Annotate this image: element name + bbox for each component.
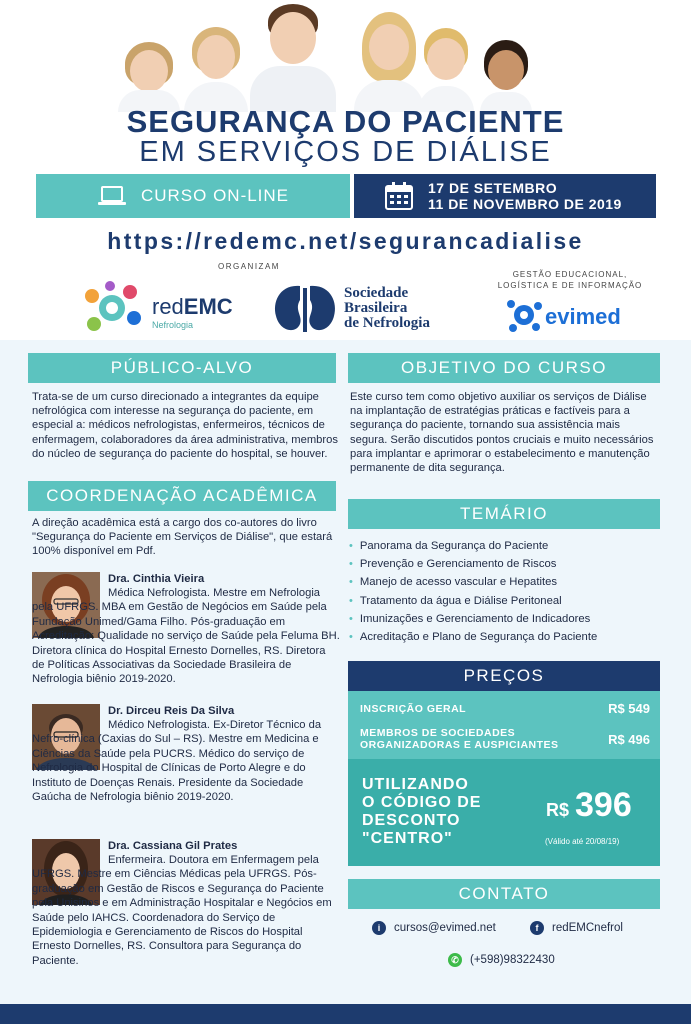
precos-table [348,691,660,759]
doctor-figure [250,0,336,112]
header-photo-doctors [100,0,600,112]
contact-email[interactable] [372,921,496,935]
redemc-logo [80,280,250,336]
price-label: INSCRIÇÃO GERAL [360,702,467,715]
course-dates-badge [354,174,656,218]
price-row-geral [360,701,650,716]
list-item: • Acreditação e Plano de Segurança do Paciente [349,628,659,646]
calendar-icon [384,181,414,211]
coordinator-2-bio: Médico Nefrologista. Ex-Diretor Técnico da Nefro-clínica (Caxias do Sul – RS). Mestre em Medicina e Ciências da Saúde pela PUCRS. Médico do serviço de Nefrologia do Hospital de Clínicas de Porto Alegre e do Instituto de Doenças Renais. Presidente da Sociedade Gaúcha de Nefrologia biênio 2019-2020. [32,719,322,804]
coordinator-3-name: Dra. Cassiana Gil Prates [108,840,238,852]
sbn-logo-text: Sociedade Brasileira de Nefrologia [344,285,430,331]
list-item: • Imunizações e Gerenciamento de Indicadores [349,610,659,628]
redemc-logo-text: redEMC [152,294,233,319]
price-value: R$ 549 [608,701,650,716]
price-row-membros [360,727,650,751]
doctor-figure [118,42,180,112]
start-date: 17 DE SETEMBRO [428,180,558,196]
promo-valid-until: (Válido até 20/08/19) [545,837,620,846]
laptop-icon [97,185,127,207]
management-label: GESTÃO EDUCACIONAL, LOGÍSTICA E DE INFORMAÇÃO [497,270,643,290]
whatsapp-icon: ✆ [448,953,462,967]
coordinator-1-name: Dra. Cinthia Vieira [108,573,205,585]
end-date: 11 DE NOVEMBRO DE 2019 [428,196,622,212]
sbn-logo [270,282,450,336]
objetivo-heading: OBJETIVO DO CURSO [348,353,660,383]
objetivo-text: Este curso tem como objetivo auxiliar os serviços de Diálise na implantação de estratégias práticas e factíveis para a segurança do paciente, tornando sua assistência mais segura. Serão discutidos pontos cruciais e muito necessários para implantar e aprimorar o estabelecimento e manutenção permanente de dita segurança. [350,391,654,475]
list-item: • Manejo de acesso vascular e Hepatites [349,573,659,591]
redemc-logo-icon [80,280,144,336]
list-item: • Panorama da Segurança do Paciente [349,537,659,555]
facebook-icon: f [530,921,544,935]
kidneys-icon [270,282,340,336]
coordenacao-intro: A direção acadêmica está a cargo dos co-autores do livro "Segurança do Paciente em Serviços de Diálise", que estará 100% disponível em Pdf. [32,517,333,558]
course-title-line1: SEGURANÇA DO PACIENTE [126,104,565,139]
evimed-logo-text: evimed [545,304,621,329]
coordinator-3-bio: Enfermeira. Doutora em Enfermagem pela UFRGS. Mestre em Ciências Médicas pela UFRGS. Pós-graduação em Gestão de Riscos e Segurança do Paciente pela Unisinos e em Administração Hospitalar e Negócios em Saúde pelo IAHCS. Coordenadora do Serviço de Epidemiologia e Gerenciamento de Riscos do Hospital Ernesto Dornelles, RS. Consultora para Segurança do Paciente. [32,854,332,967]
publico-alvo-text: Trata-se de um curso direcionado a integrantes da equipe nefrológica com interesse na segurança do paciente, em especial a: médicos nefrologistas, enfermeiros, técnicos de enfermagem, colaboradores da área administrativa, membros do núcleo de segurança do paciente do hospital, se houver. [32,391,338,460]
facebook-link[interactable]: redEMCnefrol [552,922,623,934]
evimed-logo [505,296,645,336]
contact-whatsapp[interactable] [448,953,555,967]
footer-bar [0,1004,691,1024]
doctor-figure [184,27,248,112]
course-url-link[interactable]: https://redemc.net/segurancadialise [107,228,584,254]
doctor-figure [354,12,424,112]
price-label: MEMBROS DE SOCIEDADES ORGANIZADORAS E AUSPICIANTES [360,727,559,751]
temario-list [349,537,659,646]
promo-price: R$ 396 [546,786,632,824]
list-item: • Prevenção e Gerenciamento de Riscos [349,555,659,573]
precos-heading: PREÇOS [348,661,660,691]
promo-code-box [348,759,660,866]
contact-facebook[interactable] [530,921,623,935]
doctor-figure [480,40,532,112]
course-type-label: CURSO ON-LINE [140,186,290,205]
price-value: R$ 496 [608,731,650,747]
coordinator-2-name: Dr. Dirceu Reis Da Silva [108,705,235,717]
organizers-label: ORGANIZAM [218,262,280,271]
coordenacao-heading: COORDENAÇÃO ACADÊMICA [28,481,336,511]
redemc-logo-subtitle: Nefrologia [152,320,194,330]
temario-heading: TEMÁRIO [348,499,660,529]
publico-alvo-heading: PÚBLICO-ALVO [28,353,336,383]
doctor-figure [418,28,474,112]
course-title-line2: EM SERVIÇOS DE DIÁLISE [139,136,552,168]
whatsapp-number[interactable]: (+598)98322430 [470,954,555,966]
promo-code-text: UTILIZANDO O CÓDIGO DE DESCONTO "CENTRO" [362,776,482,847]
email-link[interactable]: cursos@evimed.net [394,922,496,934]
list-item: • Tratamento da água e Diálise Peritoneal [349,592,659,610]
contato-heading: CONTATO [348,879,660,909]
course-type-badge [36,174,350,218]
info-icon: i [372,921,386,935]
coordinator-1-bio: Médica Nefrologista. Mestre em Nefrologia pela UFRGS. MBA em Gestão de Negócios em Saúde pela Fundação Unimed/Gama Filho. Pós-graduação em Acreditação: Qualidade no serviço de Saúde pela Feluma BH. Diretora clínica do Hospital Ernesto Dornelles, RS. Diretora de Políticas Associativas da Sociedade Brasileira de Nefrologia biênio 2019-2020. [32,587,340,686]
header [0,0,691,340]
course-dates [428,180,622,212]
evimed-logo-icon [505,296,543,334]
